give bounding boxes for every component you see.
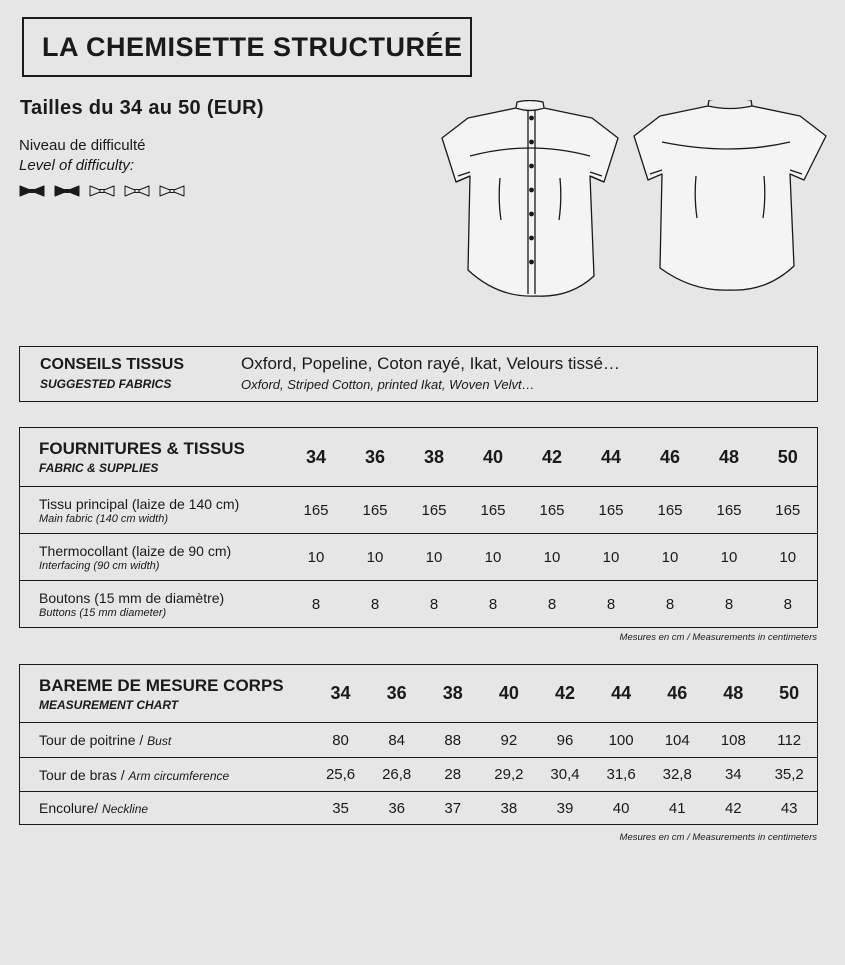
bowtie-filled-icon (19, 184, 45, 198)
bowtie-outline-icon (124, 184, 150, 198)
row-label-en: Arm circumference (128, 768, 230, 783)
fabrics-list-fr: Oxford, Popeline, Coton rayé, Ikat, Velours tissé… (241, 354, 620, 373)
supplies-heading (20, 428, 287, 487)
row-label (20, 487, 287, 534)
units-note: Mesures en cm / Measurements in centimeters (619, 832, 817, 843)
table-cell: 10 (287, 534, 346, 581)
supplies-table (19, 427, 818, 628)
size-header: 44 (600, 446, 622, 467)
size-header: 36 (386, 683, 407, 703)
table-cell: 104 (649, 723, 705, 758)
table-cell: 31,6 (593, 758, 649, 792)
row-label-en: Neckline (102, 802, 149, 816)
table-cell: 25,6 (313, 758, 369, 792)
row-label-fr: Encolure/ (39, 800, 103, 816)
row-label-fr: Tour de bras / (39, 766, 129, 783)
size-header: 38 (423, 446, 445, 467)
table-cell: 165 (582, 487, 641, 534)
size-header: 42 (541, 446, 563, 467)
table-cell: 40 (593, 792, 649, 825)
table-cell: 8 (346, 581, 405, 628)
fabrics-heading-en: SUGGESTED FABRICS (40, 377, 172, 391)
table-cell: 10 (346, 534, 405, 581)
row-label-fr: Thermocollant (laize de 90 cm) (39, 542, 232, 559)
table-cell: 8 (287, 581, 346, 628)
fabrics-heading-fr: CONSEILS TISSUS (40, 356, 185, 373)
table-cell: 35 (313, 792, 369, 825)
shirt-illustration (438, 100, 830, 300)
row-label (20, 758, 313, 792)
size-header: 40 (482, 446, 504, 467)
row-label (20, 581, 287, 628)
fabrics-list-en: Oxford, Striped Cotton, printed Ikat, Woven Velvt… (241, 377, 535, 392)
table-cell: 8 (464, 581, 523, 628)
size-header: 48 (718, 446, 740, 467)
row-label-fr: Tour de poitrine / (39, 732, 148, 748)
table-cell: 112 (761, 723, 817, 758)
table-cell: 10 (700, 534, 759, 581)
table-cell: 10 (759, 534, 818, 581)
difficulty-label-en: Level of difficulty: (19, 157, 135, 174)
table-cell: 10 (582, 534, 641, 581)
table-cell: 29,2 (481, 758, 537, 792)
table-cell: 8 (759, 581, 818, 628)
supplies-heading-en: FABRIC & SUPPLIES (39, 461, 159, 475)
table-cell: 165 (759, 487, 818, 534)
table-cell: 10 (405, 534, 464, 581)
table-cell: 10 (641, 534, 700, 581)
row-label-fr: Boutons (15 mm de diamètre) (39, 589, 225, 606)
row-label-en: Interfacing (90 cm width) (39, 559, 160, 572)
table-cell: 37 (425, 792, 481, 825)
table-cell: 10 (464, 534, 523, 581)
size-header: 42 (554, 683, 575, 703)
table-cell: 32,8 (649, 758, 705, 792)
size-header: 46 (659, 446, 681, 467)
measurement-heading (20, 665, 313, 723)
table-cell: 165 (287, 487, 346, 534)
table-cell: 8 (582, 581, 641, 628)
row-label-fr: Tissu principal (laize de 140 cm) (39, 495, 240, 512)
table-cell: 10 (523, 534, 582, 581)
size-header: 34 (305, 446, 327, 467)
size-header: 36 (364, 446, 386, 467)
table-row (20, 758, 818, 792)
pattern-title-box (22, 17, 472, 77)
table-cell: 100 (593, 723, 649, 758)
size-header: 48 (723, 683, 744, 703)
measurement-heading-fr: BAREME DE MESURE CORPS (39, 675, 284, 695)
size-header: 38 (442, 683, 463, 703)
table-cell: 26,8 (369, 758, 425, 792)
table-cell: 35,2 (761, 758, 817, 792)
table-cell: 28 (425, 758, 481, 792)
difficulty-label-fr: Niveau de difficulté (19, 137, 146, 154)
table-cell: 84 (369, 723, 425, 758)
difficulty-rating (19, 184, 185, 198)
table-row (20, 792, 818, 825)
table-row (20, 723, 818, 758)
sizes-range: Tailles du 34 au 50 (EUR) (20, 97, 264, 119)
table-cell: 38 (481, 792, 537, 825)
table-cell: 80 (313, 723, 369, 758)
size-header: 40 (498, 683, 519, 703)
measurement-table (19, 664, 818, 825)
row-label-en: Buttons (15 mm diameter) (39, 606, 167, 619)
row-label (20, 792, 313, 825)
table-row (20, 534, 818, 581)
pattern-title: LA CHEMISETTE STRUCTURÉE (42, 31, 463, 62)
row-label-en: Bust (147, 734, 172, 748)
bowtie-outline-icon (159, 184, 185, 198)
table-cell: 41 (649, 792, 705, 825)
bowtie-filled-icon (54, 184, 80, 198)
table-cell: 165 (464, 487, 523, 534)
row-label (20, 723, 313, 758)
table-cell: 39 (537, 792, 593, 825)
table-cell: 165 (700, 487, 759, 534)
measurement-header-row (20, 665, 818, 723)
table-cell: 8 (641, 581, 700, 628)
supplies-header-row (20, 428, 818, 487)
table-cell: 8 (405, 581, 464, 628)
suggested-fabrics-box (19, 346, 818, 402)
table-cell: 92 (481, 723, 537, 758)
row-label-en: Main fabric (140 cm width) (39, 512, 168, 525)
size-header: 34 (330, 683, 351, 703)
bowtie-outline-icon (89, 184, 115, 198)
table-cell: 8 (523, 581, 582, 628)
shirt-front-view (442, 101, 618, 297)
shirt-back-view (634, 100, 826, 290)
table-cell: 34 (705, 758, 761, 792)
size-header: 46 (667, 683, 688, 703)
table-cell: 8 (700, 581, 759, 628)
measurement-heading-en: MEASUREMENT CHART (39, 697, 179, 712)
table-row (20, 487, 818, 534)
table-cell: 165 (641, 487, 700, 534)
table-cell: 108 (705, 723, 761, 758)
table-cell: 165 (523, 487, 582, 534)
units-note: Mesures en cm / Measurements in centimeters (619, 632, 817, 643)
table-cell: 36 (369, 792, 425, 825)
row-label (20, 534, 287, 581)
table-cell: 88 (425, 723, 481, 758)
table-cell: 96 (537, 723, 593, 758)
supplies-heading-fr: FOURNITURES & TISSUS (39, 439, 245, 458)
table-cell: 30,4 (537, 758, 593, 792)
size-header: 50 (777, 446, 798, 467)
table-cell: 165 (405, 487, 464, 534)
table-cell: 42 (705, 792, 761, 825)
table-cell: 43 (761, 792, 817, 825)
table-cell: 165 (346, 487, 405, 534)
size-header: 44 (611, 683, 632, 703)
table-row (20, 581, 818, 628)
size-header: 50 (779, 683, 800, 703)
